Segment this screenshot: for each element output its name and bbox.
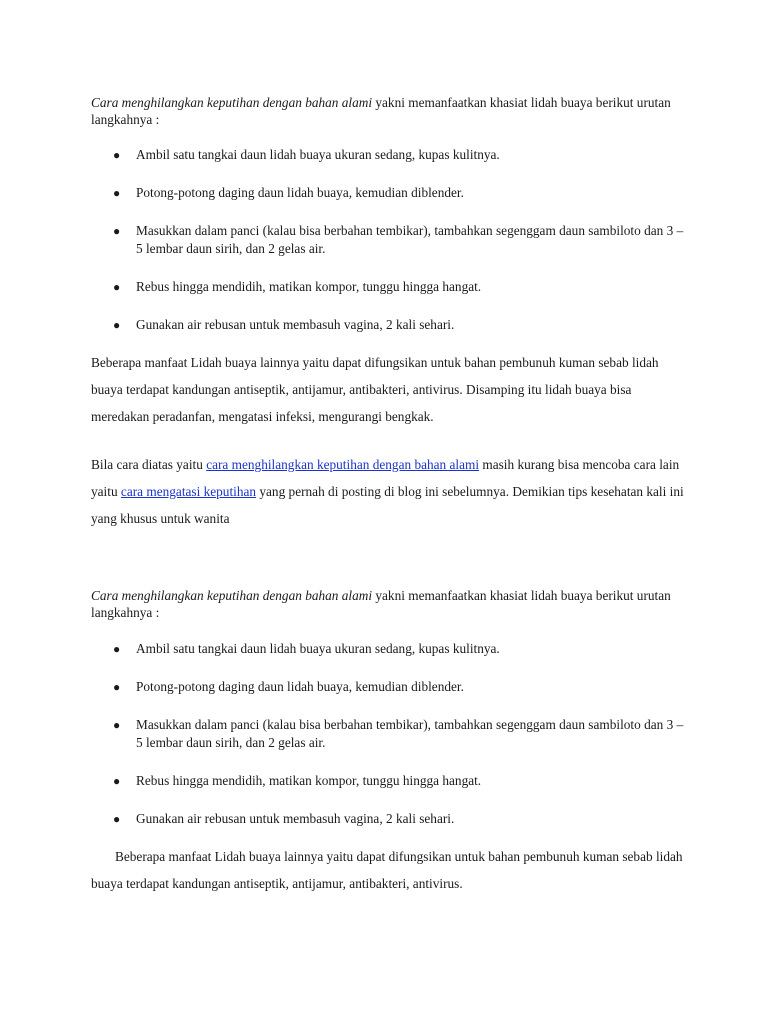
document-page	[91, 94, 691, 897]
list-item	[91, 278, 691, 296]
closing-paragraph	[91, 451, 691, 532]
mengatasi-keputihan-link[interactable]: cara mengatasi keputihan	[120, 484, 257, 499]
list-item	[91, 716, 691, 752]
step-text: Potong-potong daging daun lidah buaya, kemudian diblender.	[136, 679, 464, 694]
closing-text: yang pernah di posting di blog ini sebelumnya. Demikian tips kesehatan kali ini yang khusus untuk wanita	[91, 484, 684, 526]
list-item	[91, 640, 691, 658]
intro-emphasis: Cara menghilangkan keputihan dengan bahan alami	[91, 95, 373, 110]
bullet-icon: ●	[113, 280, 121, 294]
bullet-icon: ●	[113, 148, 121, 162]
intro-text: yakni memanfaatkan khasiat lidah buaya berikut urutan langkahnya :	[91, 588, 671, 620]
list-item	[91, 810, 691, 828]
benefits-paragraph: Beberapa manfaat Lidah buaya lainnya yaitu dapat difungsikan untuk bahan pembunuh kuman sebab lidah buaya terdapat kandungan antiseptik, antijamur, antibakteri, antivirus. Disamping itu lidah buaya bisa meredakan peradanfan, mengatasi infeksi, mengurangi bengkak.	[91, 355, 659, 424]
bullet-icon: ●	[113, 680, 121, 694]
step-text: Masukkan dalam panci (kalau bisa berbahan tembikar), tambahkan segenggam daun sambiloto dan 3 – 5 lembar daun sirih, dan 2 gelas air.	[136, 223, 684, 256]
step-text: Ambil satu tangkai daun lidah buaya ukuran sedang, kupas kulitnya.	[136, 147, 500, 162]
intro-paragraph	[91, 94, 691, 128]
bullet-icon: ●	[113, 642, 121, 656]
bullet-icon: ●	[113, 186, 121, 200]
step-text: Potong-potong daging daun lidah buaya, kemudian diblender.	[136, 185, 464, 200]
benefits-paragraph: Beberapa manfaat Lidah buaya lainnya yaitu dapat difungsikan untuk bahan pembunuh kuman sebab lidah buaya terdapat kandungan antiseptik, antijamur, antibakteri, antivirus.	[91, 849, 683, 891]
bullet-icon: ●	[113, 718, 121, 732]
intro-emphasis: Cara menghilangkan keputihan dengan bahan alami	[91, 588, 373, 603]
step-text: Gunakan air rebusan untuk membasuh vagina, 2 kali sehari.	[136, 811, 455, 826]
step-text: Rebus hingga mendidih, matikan kompor, tunggu hingga hangat.	[136, 279, 482, 294]
list-item	[91, 678, 691, 696]
intro-text: yakni memanfaatkan khasiat lidah buaya berikut urutan langkahnya :	[91, 95, 671, 127]
step-text: Gunakan air rebusan untuk membasuh vagina, 2 kali sehari.	[136, 317, 455, 332]
steps-list	[91, 640, 691, 828]
list-item	[91, 184, 691, 202]
closing-text: masih kurang bisa mencoba cara lain yaitu	[91, 457, 680, 499]
bullet-icon: ●	[113, 812, 121, 826]
list-item	[91, 772, 691, 790]
step-text: Rebus hingga mendidih, matikan kompor, tunggu hingga hangat.	[136, 773, 482, 788]
step-text: Ambil satu tangkai daun lidah buaya ukuran sedang, kupas kulitnya.	[136, 641, 500, 656]
bullet-icon: ●	[113, 774, 121, 788]
closing-text: Bila cara diatas yaitu	[91, 457, 207, 472]
bullet-icon: ●	[113, 318, 121, 332]
list-item	[91, 316, 691, 334]
bullet-icon: ●	[113, 224, 121, 238]
steps-list	[91, 146, 691, 334]
keputihan-alami-link[interactable]: cara menghilangkan keputihan dengan bahan alami	[206, 457, 480, 472]
list-item	[91, 222, 691, 258]
list-item	[91, 146, 691, 164]
intro-paragraph	[91, 587, 691, 621]
step-text: Masukkan dalam panci (kalau bisa berbahan tembikar), tambahkan segenggam daun sambiloto dan 3 – 5 lembar daun sirih, dan 2 gelas air.	[136, 717, 684, 750]
